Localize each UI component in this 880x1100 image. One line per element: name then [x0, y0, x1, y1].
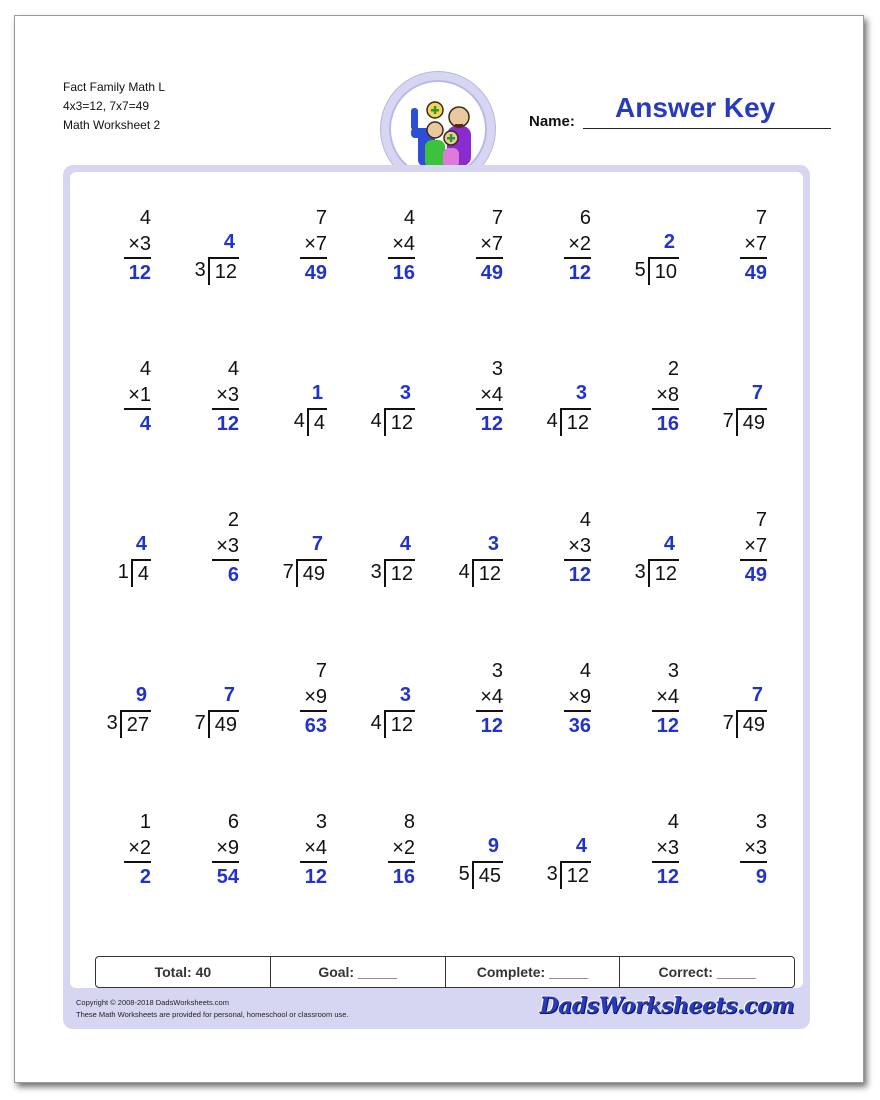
product-answer: 12 — [304, 866, 327, 888]
dividend: 12 — [384, 559, 415, 587]
dividend: 49 — [736, 408, 767, 436]
quotient-answer: 3 — [487, 533, 499, 555]
factor: 7 — [315, 207, 327, 229]
dividend: 4 — [307, 408, 327, 436]
multiplier: ×3 — [212, 533, 239, 561]
dividend: 12 — [472, 559, 503, 587]
problem-row — [89, 658, 793, 809]
divisor: 4 — [458, 561, 470, 583]
product-answer: 12 — [480, 715, 503, 737]
multiplier: ×4 — [476, 684, 503, 712]
multiplication-problem — [529, 507, 617, 658]
divisor: 4 — [370, 712, 382, 734]
multiplier: ×3 — [124, 231, 151, 259]
total-cell: Total: 40 — [96, 957, 271, 987]
dividend: 49 — [296, 559, 327, 587]
multiplier: ×2 — [564, 231, 591, 259]
product-answer: 12 — [656, 715, 679, 737]
division-problem — [529, 356, 617, 507]
division-problem — [265, 356, 353, 507]
quotient-answer: 4 — [399, 533, 411, 555]
factor: 3 — [491, 358, 503, 380]
problems-frame — [63, 165, 810, 1029]
product-answer: 16 — [656, 413, 679, 435]
quotient-answer: 3 — [575, 382, 587, 404]
goal-cell[interactable]: Goal: _____ — [271, 957, 446, 987]
multiplier: ×3 — [740, 835, 767, 863]
factor: 7 — [755, 509, 767, 531]
quotient-answer: 1 — [311, 382, 323, 404]
factor: 6 — [579, 207, 591, 229]
product-answer: 12 — [568, 564, 591, 586]
multiplier: ×4 — [300, 835, 327, 863]
multiplication-problem — [705, 205, 793, 356]
division-problem — [705, 658, 793, 809]
divisor: 3 — [370, 561, 382, 583]
multiplication-problem — [177, 809, 265, 960]
divisor: 4 — [546, 410, 558, 432]
divisor: 4 — [370, 410, 382, 432]
quotient-answer: 7 — [223, 684, 235, 706]
problem-row — [89, 356, 793, 507]
dividend: 49 — [736, 710, 767, 738]
multiplication-problem — [617, 809, 705, 960]
product-answer: 16 — [392, 866, 415, 888]
product-answer: 12 — [480, 413, 503, 435]
problem-row — [89, 507, 793, 658]
factor: 4 — [139, 207, 151, 229]
factor: 2 — [227, 509, 239, 531]
dividend: 12 — [384, 408, 415, 436]
dividend: 12 — [560, 861, 591, 889]
usage-notice: These Math Worksheets are provided for personal, homeschool or classroom use. — [76, 1010, 349, 1019]
factor: 4 — [403, 207, 415, 229]
division-problem — [265, 507, 353, 658]
copyright-notice — [76, 997, 349, 1021]
factor: 1 — [139, 811, 151, 833]
dividend: 45 — [472, 861, 503, 889]
multiplication-problem — [89, 205, 177, 356]
score-bar — [95, 956, 795, 988]
product-answer: 6 — [227, 564, 239, 586]
worksheet-title: Fact Family Math L — [63, 80, 166, 94]
problems-panel — [70, 172, 803, 988]
divisor: 5 — [458, 863, 470, 885]
multiplier: ×7 — [740, 533, 767, 561]
product-answer: 49 — [304, 262, 327, 284]
quotient-answer: 3 — [399, 684, 411, 706]
division-problem — [441, 809, 529, 960]
family-icon — [391, 82, 485, 176]
product-answer: 49 — [744, 262, 767, 284]
quotient-answer: 4 — [575, 835, 587, 857]
factor: 3 — [491, 660, 503, 682]
factor: 2 — [667, 358, 679, 380]
division-problem — [89, 507, 177, 658]
multiplication-problem — [529, 205, 617, 356]
factor: 6 — [227, 811, 239, 833]
multiplier: ×7 — [740, 231, 767, 259]
division-problem — [441, 507, 529, 658]
multiplier: ×4 — [476, 382, 503, 410]
quotient-answer: 3 — [399, 382, 411, 404]
factor: 4 — [579, 660, 591, 682]
multiplier: ×2 — [388, 835, 415, 863]
multiplication-problem — [617, 356, 705, 507]
multiplier: ×9 — [212, 835, 239, 863]
divisor: 7 — [282, 561, 294, 583]
factor: 4 — [139, 358, 151, 380]
divisor: 3 — [546, 863, 558, 885]
multiplication-problem — [89, 809, 177, 960]
quotient-answer: 4 — [223, 231, 235, 253]
factor: 7 — [491, 207, 503, 229]
quotient-answer: 4 — [135, 533, 147, 555]
division-problem — [353, 356, 441, 507]
division-problem — [617, 507, 705, 658]
copyright-text: Copyright © 2008-2018 DadsWorksheets.com — [76, 998, 229, 1007]
divisor: 3 — [106, 712, 118, 734]
name-label: Name: — [529, 113, 575, 130]
divisor: 5 — [634, 259, 646, 281]
multiplication-problem — [617, 658, 705, 809]
factor: 3 — [667, 660, 679, 682]
product-answer: 63 — [304, 715, 327, 737]
multiplier: ×3 — [212, 382, 239, 410]
dividend: 49 — [208, 710, 239, 738]
complete-cell[interactable]: Complete: _____ — [446, 957, 621, 987]
dividend: 12 — [648, 559, 679, 587]
multiplication-problem — [353, 809, 441, 960]
quotient-answer: 9 — [135, 684, 147, 706]
multiplier: ×4 — [388, 231, 415, 259]
quotient-answer: 4 — [663, 533, 675, 555]
multiplication-problem — [265, 658, 353, 809]
correct-cell[interactable]: Correct: _____ — [658, 964, 756, 980]
multiplier: ×9 — [564, 684, 591, 712]
division-problem — [705, 356, 793, 507]
product-answer: 54 — [216, 866, 239, 888]
multiplication-problem — [705, 809, 793, 960]
worksheet-number: Math Worksheet 2 — [63, 118, 161, 132]
worksheet-title-block — [63, 78, 165, 135]
multiplication-problem — [441, 356, 529, 507]
quotient-answer: 7 — [751, 382, 763, 404]
quotient-answer: 7 — [751, 684, 763, 706]
quotient-answer: 7 — [311, 533, 323, 555]
worksheet-subtitle: 4x3=12, 7x7=49 — [63, 99, 150, 113]
answer-key-heading: Answer Key — [615, 92, 776, 123]
factor: 4 — [579, 509, 591, 531]
dividend: 12 — [384, 710, 415, 738]
factor: 3 — [315, 811, 327, 833]
factor: 4 — [667, 811, 679, 833]
division-problem — [177, 205, 265, 356]
product-answer: 2 — [139, 866, 151, 888]
divisor: 7 — [722, 410, 734, 432]
quotient-answer: 2 — [663, 231, 675, 253]
product-answer: 12 — [216, 413, 239, 435]
factor: 3 — [755, 811, 767, 833]
product-answer: 49 — [480, 262, 503, 284]
divisor: 1 — [117, 561, 129, 583]
multiplication-problem — [705, 507, 793, 658]
quotient-answer: 9 — [487, 835, 499, 857]
division-problem — [353, 658, 441, 809]
division-problem — [529, 809, 617, 960]
factor: 4 — [227, 358, 239, 380]
product-answer: 49 — [744, 564, 767, 586]
division-problem — [177, 658, 265, 809]
factor: 7 — [315, 660, 327, 682]
name-field[interactable] — [529, 92, 831, 130]
product-answer: 16 — [392, 262, 415, 284]
division-problem — [617, 205, 705, 356]
factor: 7 — [755, 207, 767, 229]
dividend: 12 — [208, 257, 239, 285]
dividend: 12 — [560, 408, 591, 436]
multiplier: ×9 — [300, 684, 327, 712]
multiplier: ×2 — [124, 835, 151, 863]
multiplication-problem — [529, 658, 617, 809]
multiplier: ×8 — [652, 382, 679, 410]
divisor: 3 — [194, 259, 206, 281]
name-line — [583, 128, 831, 129]
multiplication-problem — [265, 205, 353, 356]
problem-grid — [89, 205, 793, 960]
multiplication-problem — [177, 356, 265, 507]
problem-row — [89, 205, 793, 356]
multiplier: ×4 — [652, 684, 679, 712]
multiplication-problem — [441, 658, 529, 809]
dividend: 10 — [648, 257, 679, 285]
multiplication-problem — [177, 507, 265, 658]
dividend: 27 — [120, 710, 151, 738]
product-answer: 12 — [656, 866, 679, 888]
factor: 8 — [403, 811, 415, 833]
multiplication-problem — [89, 356, 177, 507]
multiplier: ×3 — [652, 835, 679, 863]
brand-logo: DadsWorksheets.com — [539, 993, 794, 1019]
divisor: 4 — [293, 410, 305, 432]
product-answer: 12 — [568, 262, 591, 284]
divisor: 7 — [194, 712, 206, 734]
multiplier: ×3 — [564, 533, 591, 561]
dividend: 4 — [131, 559, 151, 587]
divisor: 3 — [634, 561, 646, 583]
multiplier: ×1 — [124, 382, 151, 410]
product-answer: 12 — [128, 262, 151, 284]
multiplier: ×7 — [300, 231, 327, 259]
divisor: 7 — [722, 712, 734, 734]
product-answer: 4 — [139, 413, 151, 435]
multiplier: ×7 — [476, 231, 503, 259]
division-problem — [89, 658, 177, 809]
division-problem — [353, 507, 441, 658]
multiplication-problem — [265, 809, 353, 960]
multiplication-problem — [441, 205, 529, 356]
product-answer: 9 — [755, 866, 767, 888]
problem-row — [89, 809, 793, 960]
multiplication-problem — [353, 205, 441, 356]
product-answer: 36 — [568, 715, 591, 737]
